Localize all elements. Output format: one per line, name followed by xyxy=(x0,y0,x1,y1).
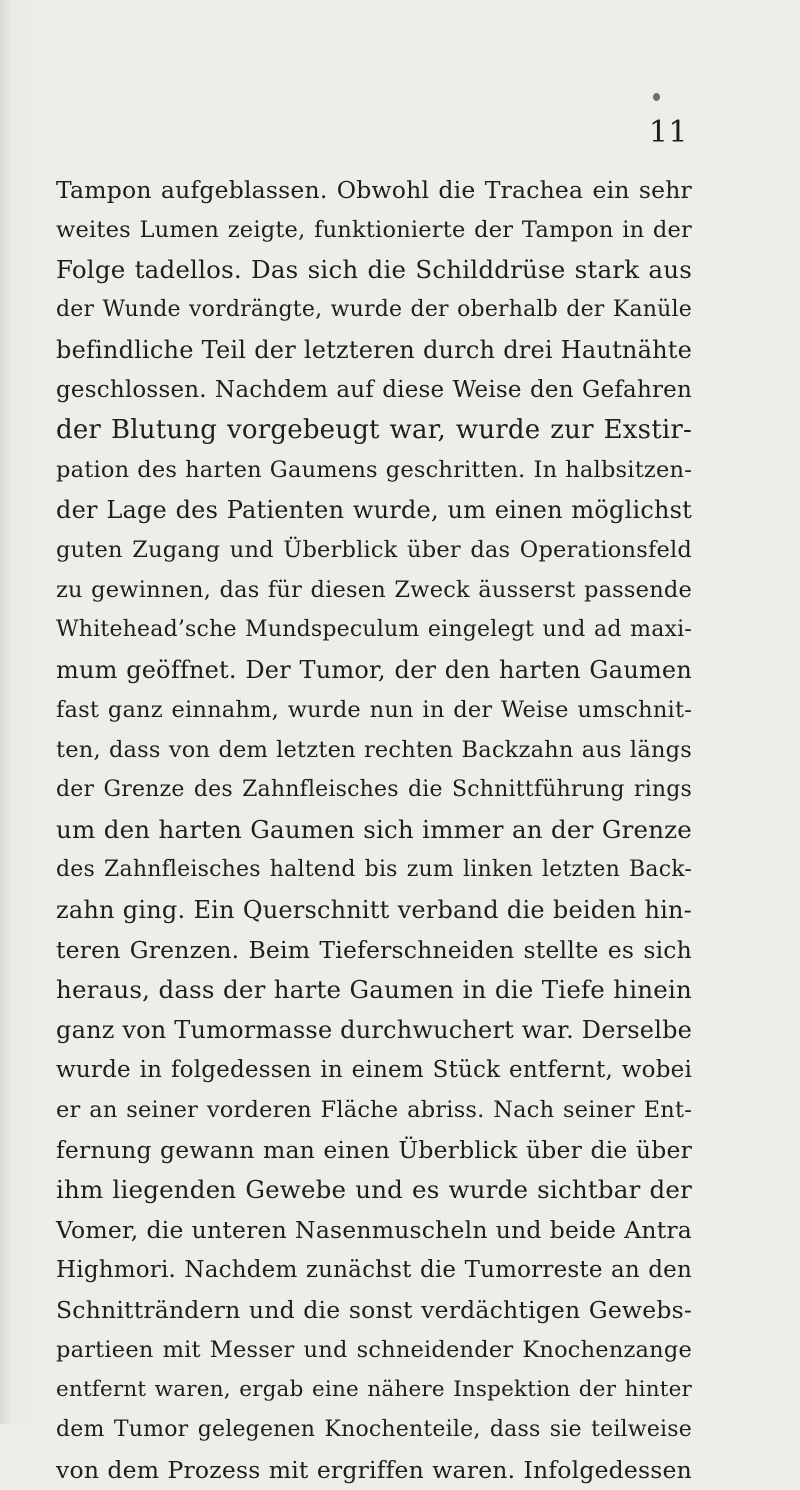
text-line: entfernt waren, ergab eine nähere Inspektion der hinter xyxy=(56,1377,692,1402)
text-line: weites Lumen zeigte, funktionierte der Tampon in der xyxy=(56,217,692,243)
text-line: Highmori. Nachdem zunächst die Tumorreste an den xyxy=(56,1257,692,1283)
text-line: wurde in folgedessen in einem Stück entfernt, wobei xyxy=(56,1057,692,1083)
text-line: um den harten Gaumen sich immer an der Grenze xyxy=(56,815,692,844)
ink-speck xyxy=(653,93,660,101)
text-line: ihm liegenden Gewebe und es wurde sichtbar der xyxy=(56,1175,692,1204)
text-line: Schnitträndern und die sonst verdächtigen Gewebs- xyxy=(56,1296,692,1324)
text-line: fast ganz einnahm, wurde nun in der Weise umschnit- xyxy=(56,697,692,723)
text-line: Tampon aufgeblassen. Obwohl die Trachea ein sehr xyxy=(56,176,692,204)
text-line: des Zahnfleisches haltend bis zum linken letzten Back- xyxy=(56,857,692,882)
text-line: geschlossen. Nachdem auf diese Weise den Gefahren xyxy=(56,377,692,403)
text-line: von dem Prozess mit ergriffen waren. Infolgedessen xyxy=(56,1456,692,1484)
text-line: dem Tumor gelegenen Knochenteile, dass sie teilweise xyxy=(56,1417,692,1442)
text-line: Folge tadellos. Das sich die Schilddrüse stark aus xyxy=(56,255,692,284)
text-line: partieen mit Messer und schneidender Knochenzange xyxy=(56,1337,692,1363)
text-line: fernung gewann man einen Überblick über die über xyxy=(56,1136,692,1164)
text-line: pation des harten Gaumens geschritten. In halbsitzen- xyxy=(56,457,692,483)
text-line: guten Zugang und Überblick über das Operationsfeld xyxy=(56,537,692,563)
text-line: heraus, dass der harte Gaumen in die Tiefe hinein xyxy=(56,975,692,1004)
text-line: der Blutung vorgebeugt war, wurde zur Exstir- xyxy=(56,415,692,445)
text-line: Vomer, die unteren Nasenmuscheln und beide Antra xyxy=(56,1216,692,1244)
text-line: teren Grenzen. Beim Tieferschneiden stellte es sich xyxy=(56,936,692,964)
page-number: 11 xyxy=(648,115,688,150)
body-text xyxy=(56,170,692,1490)
text-line: mum geöffnet. Der Tumor, der den harten Gaumen xyxy=(56,656,692,684)
text-line: der Wunde vordrängte, wurde der oberhalb der Kanüle xyxy=(56,297,692,322)
text-line: der Lage des Patienten wurde, um einen möglichst xyxy=(56,496,692,524)
text-line: ten, dass von dem letzten rechten Backzahn aus längs xyxy=(56,737,692,763)
text-line: der Grenze des Zahnfleisches die Schnittführung rings xyxy=(56,777,692,802)
text-line: ganz von Tumormasse durchwuchert war. Derselbe xyxy=(56,1016,693,1044)
text-line: er an seiner vorderen Fläche abriss. Nach seiner Ent- xyxy=(56,1097,692,1123)
text-line: zahn ging. Ein Querschnitt verband die beiden hin- xyxy=(56,896,692,924)
text-line: zu gewinnen, das für diesen Zweck äusserst passende xyxy=(56,577,692,603)
text-line: befindliche Teil der letzteren durch drei Hautnähte xyxy=(56,336,692,364)
text-line: Whitehead’sche Mundspeculum eingelegt und ad maxi- xyxy=(56,617,692,642)
